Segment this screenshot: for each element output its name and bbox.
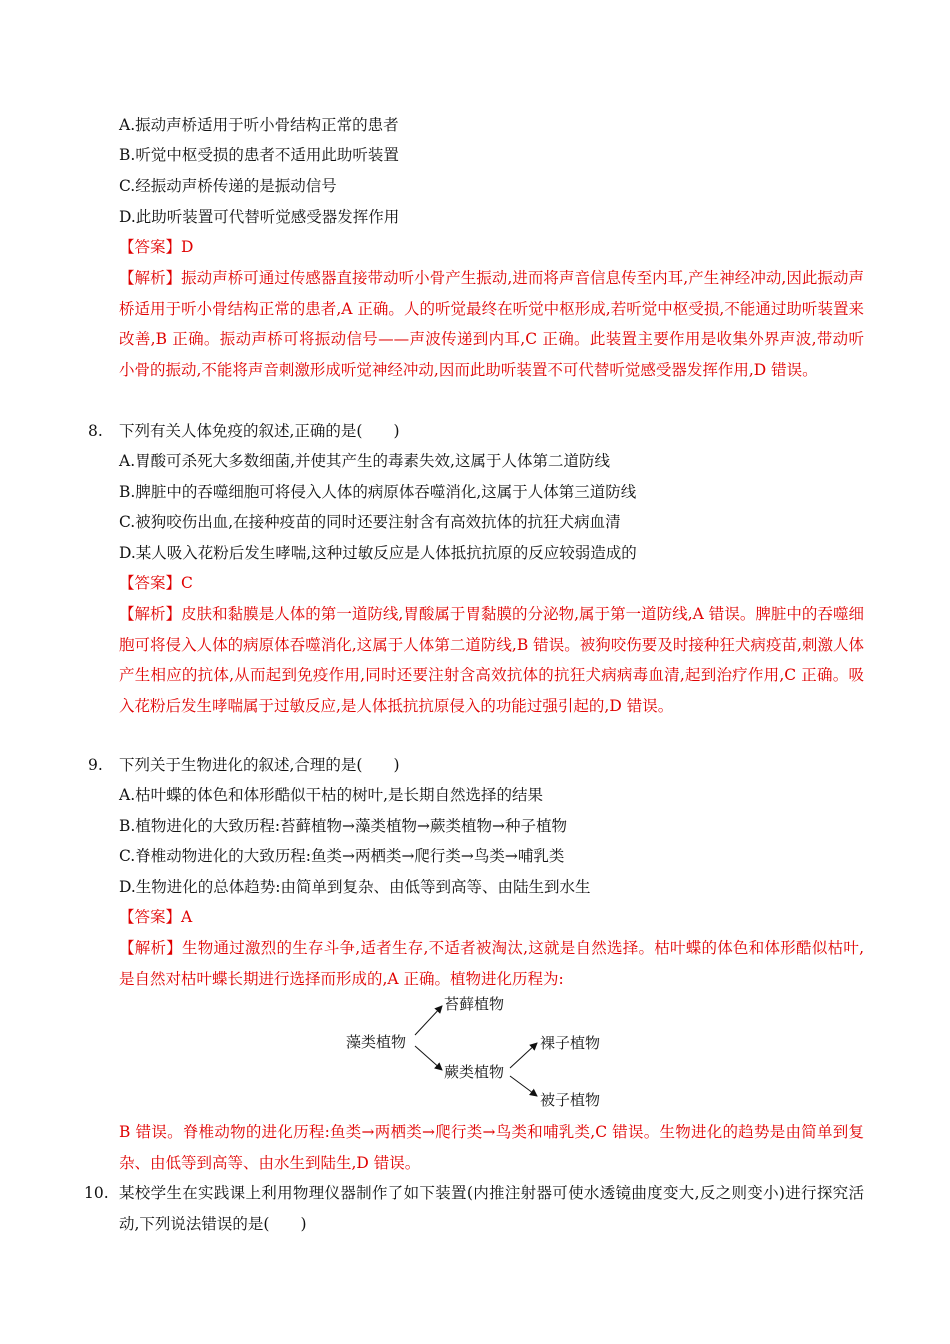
q7-option-a: A.振动声桥适用于听小骨结构正常的患者 bbox=[119, 116, 399, 134]
q7-option-b: B.听觉中枢受损的患者不适用此助听装置 bbox=[119, 146, 399, 164]
arrow-fern-to-angiosperm bbox=[510, 1076, 537, 1096]
q9-option-a: A.枯叶蝶的体色和体形酷似干枯的树叶,是长期自然选择的结果 bbox=[119, 786, 544, 804]
arrow-algae-to-moss bbox=[415, 1006, 442, 1035]
plant-evolution-diagram bbox=[330, 990, 630, 1120]
q9-explanation-part1: 【解析】生物通过激烈的生存斗争,适者生存,不适者被淘汰,这就是自然选择。枯叶蝶的体色和体形酷似枯叶,是自然对枯叶蝶长期进行选择而形成的,A 正确。植物进化历程为: bbox=[119, 939, 864, 988]
q8-stem: 下列有关人体免疫的叙述,正确的是( ) bbox=[119, 422, 400, 440]
q9-answer: 【答案】A bbox=[119, 908, 193, 926]
q9-stem: 下列关于生物进化的叙述,合理的是( ) bbox=[119, 756, 400, 774]
q7-option-c: C.经振动声桥传递的是振动信号 bbox=[119, 177, 337, 195]
q9-option-b: B.植物进化的大致历程:苔藓植物→藻类植物→蕨类植物→种子植物 bbox=[119, 817, 568, 835]
q8-option-d: D.某人吸入花粉后发生哮喘,这种过敏反应是人体抵抗抗原的反应较弱造成的 bbox=[119, 544, 637, 562]
q8-answer: 【答案】C bbox=[119, 574, 193, 592]
q10-number: 10. bbox=[84, 1184, 109, 1202]
diagram-moss-label: 苔藓植物 bbox=[444, 995, 505, 1013]
q8-option-c: C.被狗咬伤出血,在接种疫苗的同时还要注射含有高效抗体的抗狂犬病血清 bbox=[119, 513, 621, 531]
q10-stem: 某校学生在实践课上利用物理仪器制作了如下装置(内推注射器可使水透镜曲度变大,反之则变小)进行探究活动,下列说法错误的是( ) bbox=[119, 1184, 864, 1233]
q8-option-a: A.胃酸可杀死大多数细菌,并使其产生的毒素失效,这属于人体第二道防线 bbox=[119, 452, 610, 470]
arrow-fern-to-gymnosperm bbox=[510, 1043, 537, 1068]
q9-option-c: C.脊椎动物进化的大致历程:鱼类→两栖类→爬行类→鸟类→哺乳类 bbox=[119, 847, 565, 865]
diagram-fern-label: 蕨类植物 bbox=[444, 1063, 505, 1081]
q7-option-d: D.此助听装置可代替听觉感受器发挥作用 bbox=[119, 208, 400, 226]
q9-option-d: D.生物进化的总体趋势:由简单到复杂、由低等到高等、由陆生到水生 bbox=[119, 878, 591, 896]
q8-number: 8. bbox=[88, 422, 103, 440]
arrow-algae-to-fern bbox=[415, 1046, 442, 1070]
q8-option-b: B.脾脏中的吞噬细胞可将侵入人体的病原体吞噬消化,这属于人体第三道防线 bbox=[119, 483, 637, 501]
q9-explanation-part2: B 错误。脊椎动物的进化历程:鱼类→两栖类→爬行类→鸟类和哺乳类,C 错误。生物进化的趋势是由简单到复杂、由低等到高等、由水生到陆生,D 错误。 bbox=[119, 1123, 864, 1172]
q7-explanation: 【解析】振动声桥可通过传感器直接带动听小骨产生振动,进而将声音信息传至内耳,产生神经冲动,因此振动声桥适用于听小骨结构正常的患者,A 正确。人的听觉最终在听觉中枢形成,若听觉中枢受损,不能通过助听装置来改善,B 正确。振动声桥可将振动信号——声波传递到内耳,C 正确。此装置主要作用是收集外界声波,带动听小骨的振动,不能将声音刺激形成听觉神经冲动,因而此助听装置不可代替听觉感受器发挥作用,D 错误。 bbox=[119, 269, 864, 379]
q7-answer: 【答案】D bbox=[119, 238, 194, 256]
diagram-angiosperm-label: 被子植物 bbox=[540, 1091, 601, 1109]
diagram-algae-label: 藻类植物 bbox=[346, 1033, 407, 1051]
diagram-gymnosperm-label: 裸子植物 bbox=[540, 1034, 601, 1052]
q8-explanation: 【解析】皮肤和黏膜是人体的第一道防线,胃酸属于胃黏膜的分泌物,属于第一道防线,A 错误。脾脏中的吞噬细胞可将侵入人体的病原体吞噬消化,这属于人体第二道防线,B 错误。被狗咬伤要及时接种狂犬病疫苗,刺激人体产生相应的抗体,从而起到免疫作用,同时还要注射含高效抗体的抗狂犬病病毒血清,起到治疗作用,C 正确。吸入花粉后发生哮喘属于过敏反应,是人体抵抗抗原侵入的功能过强引起的,D 错误。 bbox=[119, 605, 864, 715]
q9-number: 9. bbox=[88, 756, 103, 774]
